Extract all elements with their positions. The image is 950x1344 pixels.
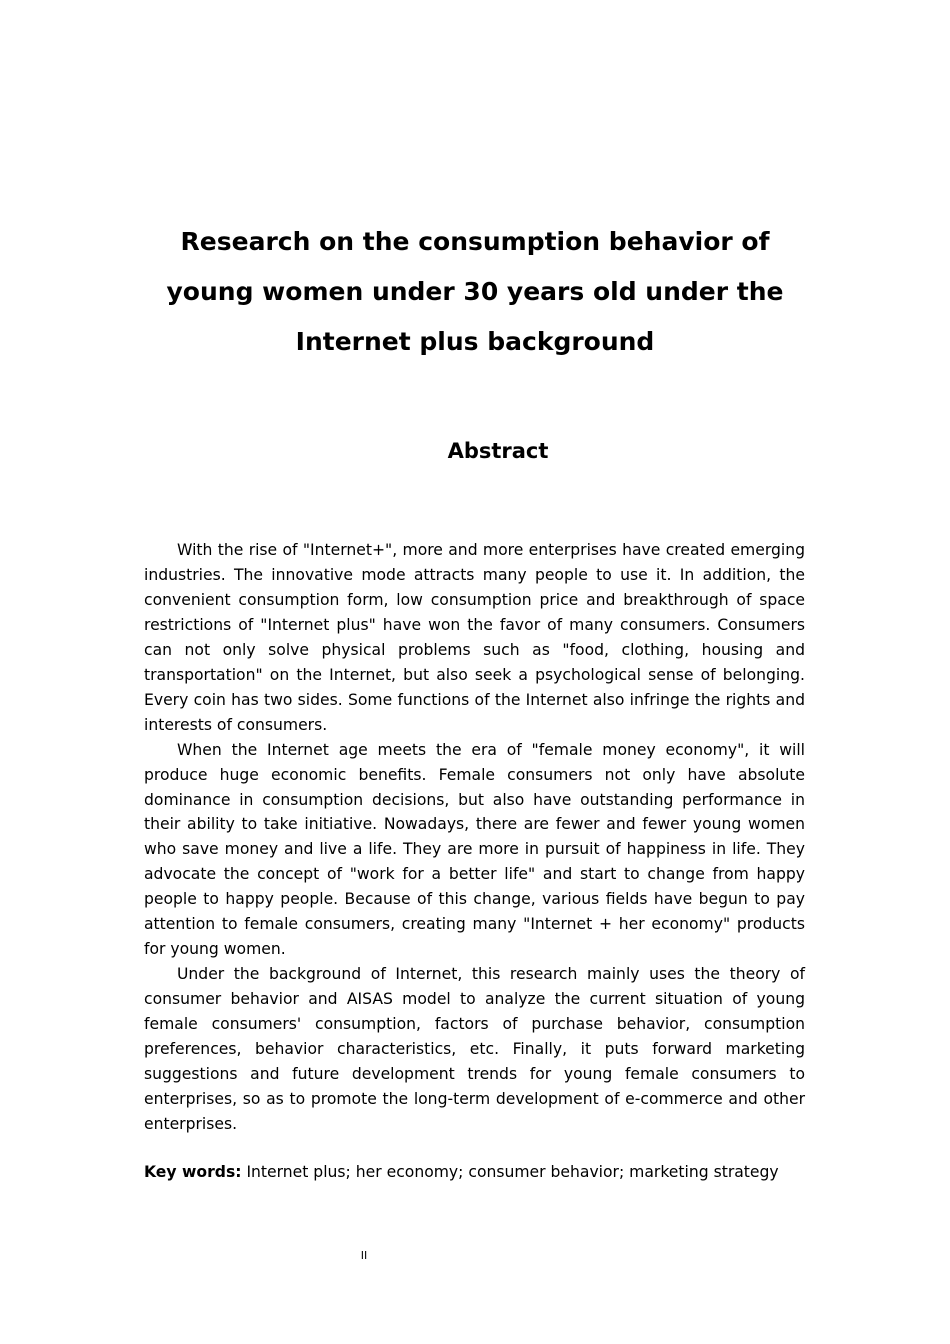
keywords-label: Key words: <box>144 1163 242 1181</box>
abstract-paragraph-3: Under the background of Internet, this research mainly uses the theory of consumer behavior and AISAS model to analyze the current situation of young female consumers' consumption, factors of purchase behavior, consumption preferences, behavior characteristics, etc. Finally, it puts forward marketing suggestions and future development trends for young female consumers to enterprises, so as to promote the long-term development of e-commerce and other enterprises. <box>144 965 805 1133</box>
abstract-paragraph-2: When the Internet age meets the era of "female money economy", it will produce huge economic benefits. Female consumers not only have absolute dominance in consumption decisions, but also have outstanding performance in their ability to take initiative. Nowadays, there are fewer and fewer young women who save money and live a life. They are more in pursuit of happiness in life. They advocate the concept of "work for a better life" and start to change from happy people to happy people. Because of this change, various fields have begun to pay attention to female consumers, creating many "Internet + her economy" products for young women. <box>144 740 805 959</box>
abstract-heading: Abstract <box>447 439 549 463</box>
paper-title <box>130 217 820 367</box>
paper-title-line-2: young women under 30 years old under the <box>166 277 784 306</box>
paper-title-line-3: Internet plus background <box>295 327 655 356</box>
page-number: II <box>360 1249 368 1262</box>
keywords-text: Internet plus; her economy; consumer behavior; marketing strategy <box>246 1163 779 1181</box>
abstract-paragraph-1: With the rise of "Internet+", more and more enterprises have created emerging industries. The innovative mode attracts many people to use it. In addition, the convenient consumption form, low consumption price and breakthrough of space restrictions of "Internet plus" have won the favor of many consumers. Consumers can not only solve physical problems such as "food, clothing, housing and transportation" on the Internet, but also seek a psychological sense of belonging. Every coin has two sides. Some functions of the Internet also infringe the rights and interests of consumers. <box>144 541 805 734</box>
paper-title-line-1: Research on the consumption behavior of <box>180 227 770 256</box>
keywords <box>144 1160 805 1185</box>
abstract-body <box>144 538 805 1137</box>
